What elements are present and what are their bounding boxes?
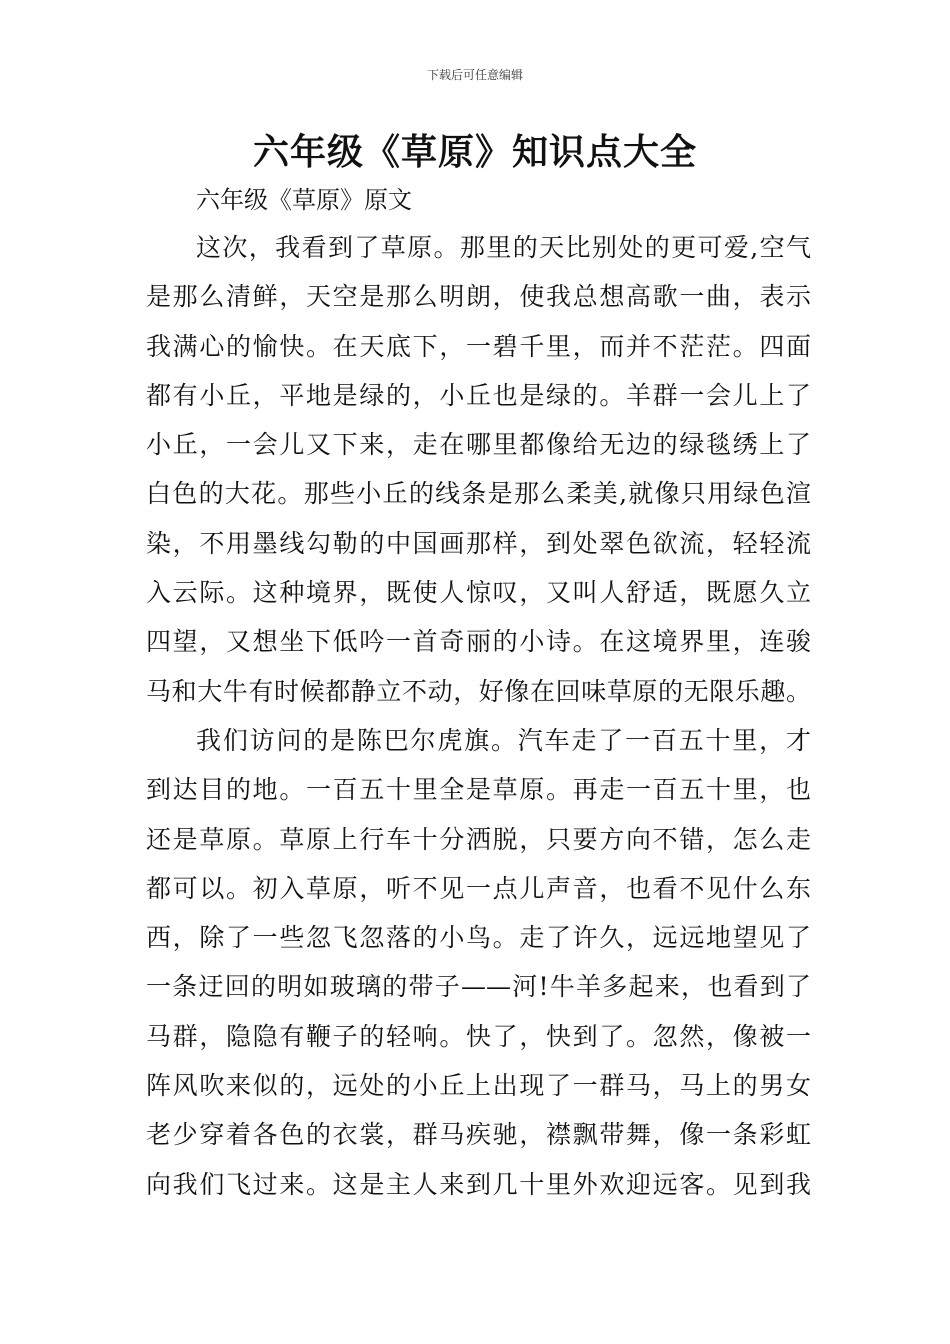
paragraph-2-line-6: 一条迂回的明如玻璃的带子——河!牛羊多起来，也看到了: [146, 972, 811, 1002]
paragraph-1-line-6: 白色的大花。那些小丘的线条是那么柔美,就像只用绿色渲: [146, 479, 811, 509]
paragraph-2-line-7: 马群，隐隐有鞭子的轻响。快了，快到了。忽然，像被一: [146, 1021, 811, 1051]
paragraph-1-line-10: 马和大牛有时候都静立不动，好像在回味草原的无限乐趣。: [146, 676, 811, 706]
paragraph-1-line-7: 染，不用墨线勾勒的中国画那样，到处翠色欲流，轻轻流: [146, 528, 811, 558]
paragraph-1-line-2: 是那么清鲜，天空是那么明朗，使我总想高歌一曲，表示: [146, 282, 811, 312]
paragraph-2-line-8: 阵风吹来似的，远处的小丘上出现了一群马，马上的男女: [146, 1071, 811, 1101]
document-title: 六年级《草原》知识点大全: [252, 131, 697, 173]
paragraph-1-line-4: 都有小丘，平地是绿的，小丘也是绿的。羊群一会儿上了: [146, 380, 811, 410]
paragraph-1-line-5: 小丘，一会儿又下来，走在哪里都像给无边的绿毯绣上了: [146, 430, 811, 460]
paragraph-1-line-3: 我满心的愉快。在天底下，一碧千里，而并不茫茫。四面: [146, 331, 811, 361]
paragraph-2-line-10: 向我们飞过来。这是主人来到几十里外欢迎远客。见到我: [146, 1169, 811, 1199]
paragraph-2-line-4: 都可以。初入草原，听不见一点儿声音，也看不见什么东: [146, 873, 811, 903]
header-note: 下载后可任意编辑: [426, 68, 523, 82]
paragraph-2-line-9: 老少穿着各色的衣裳，群马疾驰，襟飘带舞，像一条彩虹: [146, 1120, 811, 1150]
paragraph-2-line-1: 我们访问的是陈巴尔虎旗。汽车走了一百五十里，才: [196, 725, 811, 755]
paragraph-1-line-9: 四望，又想坐下低吟一首奇丽的小诗。在这境界里，连骏: [146, 627, 811, 657]
paragraph-1-line-8: 入云际。这种境界，既使人惊叹，又叫人舒适，既愿久立: [146, 578, 811, 608]
paragraph-1-line-1: 这次，我看到了草原。那里的天比别处的更可爱,空气: [196, 233, 811, 262]
section-subheading: 六年级《草原》原文: [196, 186, 412, 214]
paragraph-2-line-5: 西，除了一些忽飞忽落的小鸟。走了许久，远远地望见了: [146, 923, 811, 953]
body-text: [146, 230, 811, 1216]
paragraph-2-line-3: 还是草原。草原上行车十分洒脱，只要方向不错，怎么走: [146, 824, 811, 854]
paragraph-2-line-2: 到达目的地。一百五十里全是草原。再走一百五十里，也: [146, 775, 811, 805]
